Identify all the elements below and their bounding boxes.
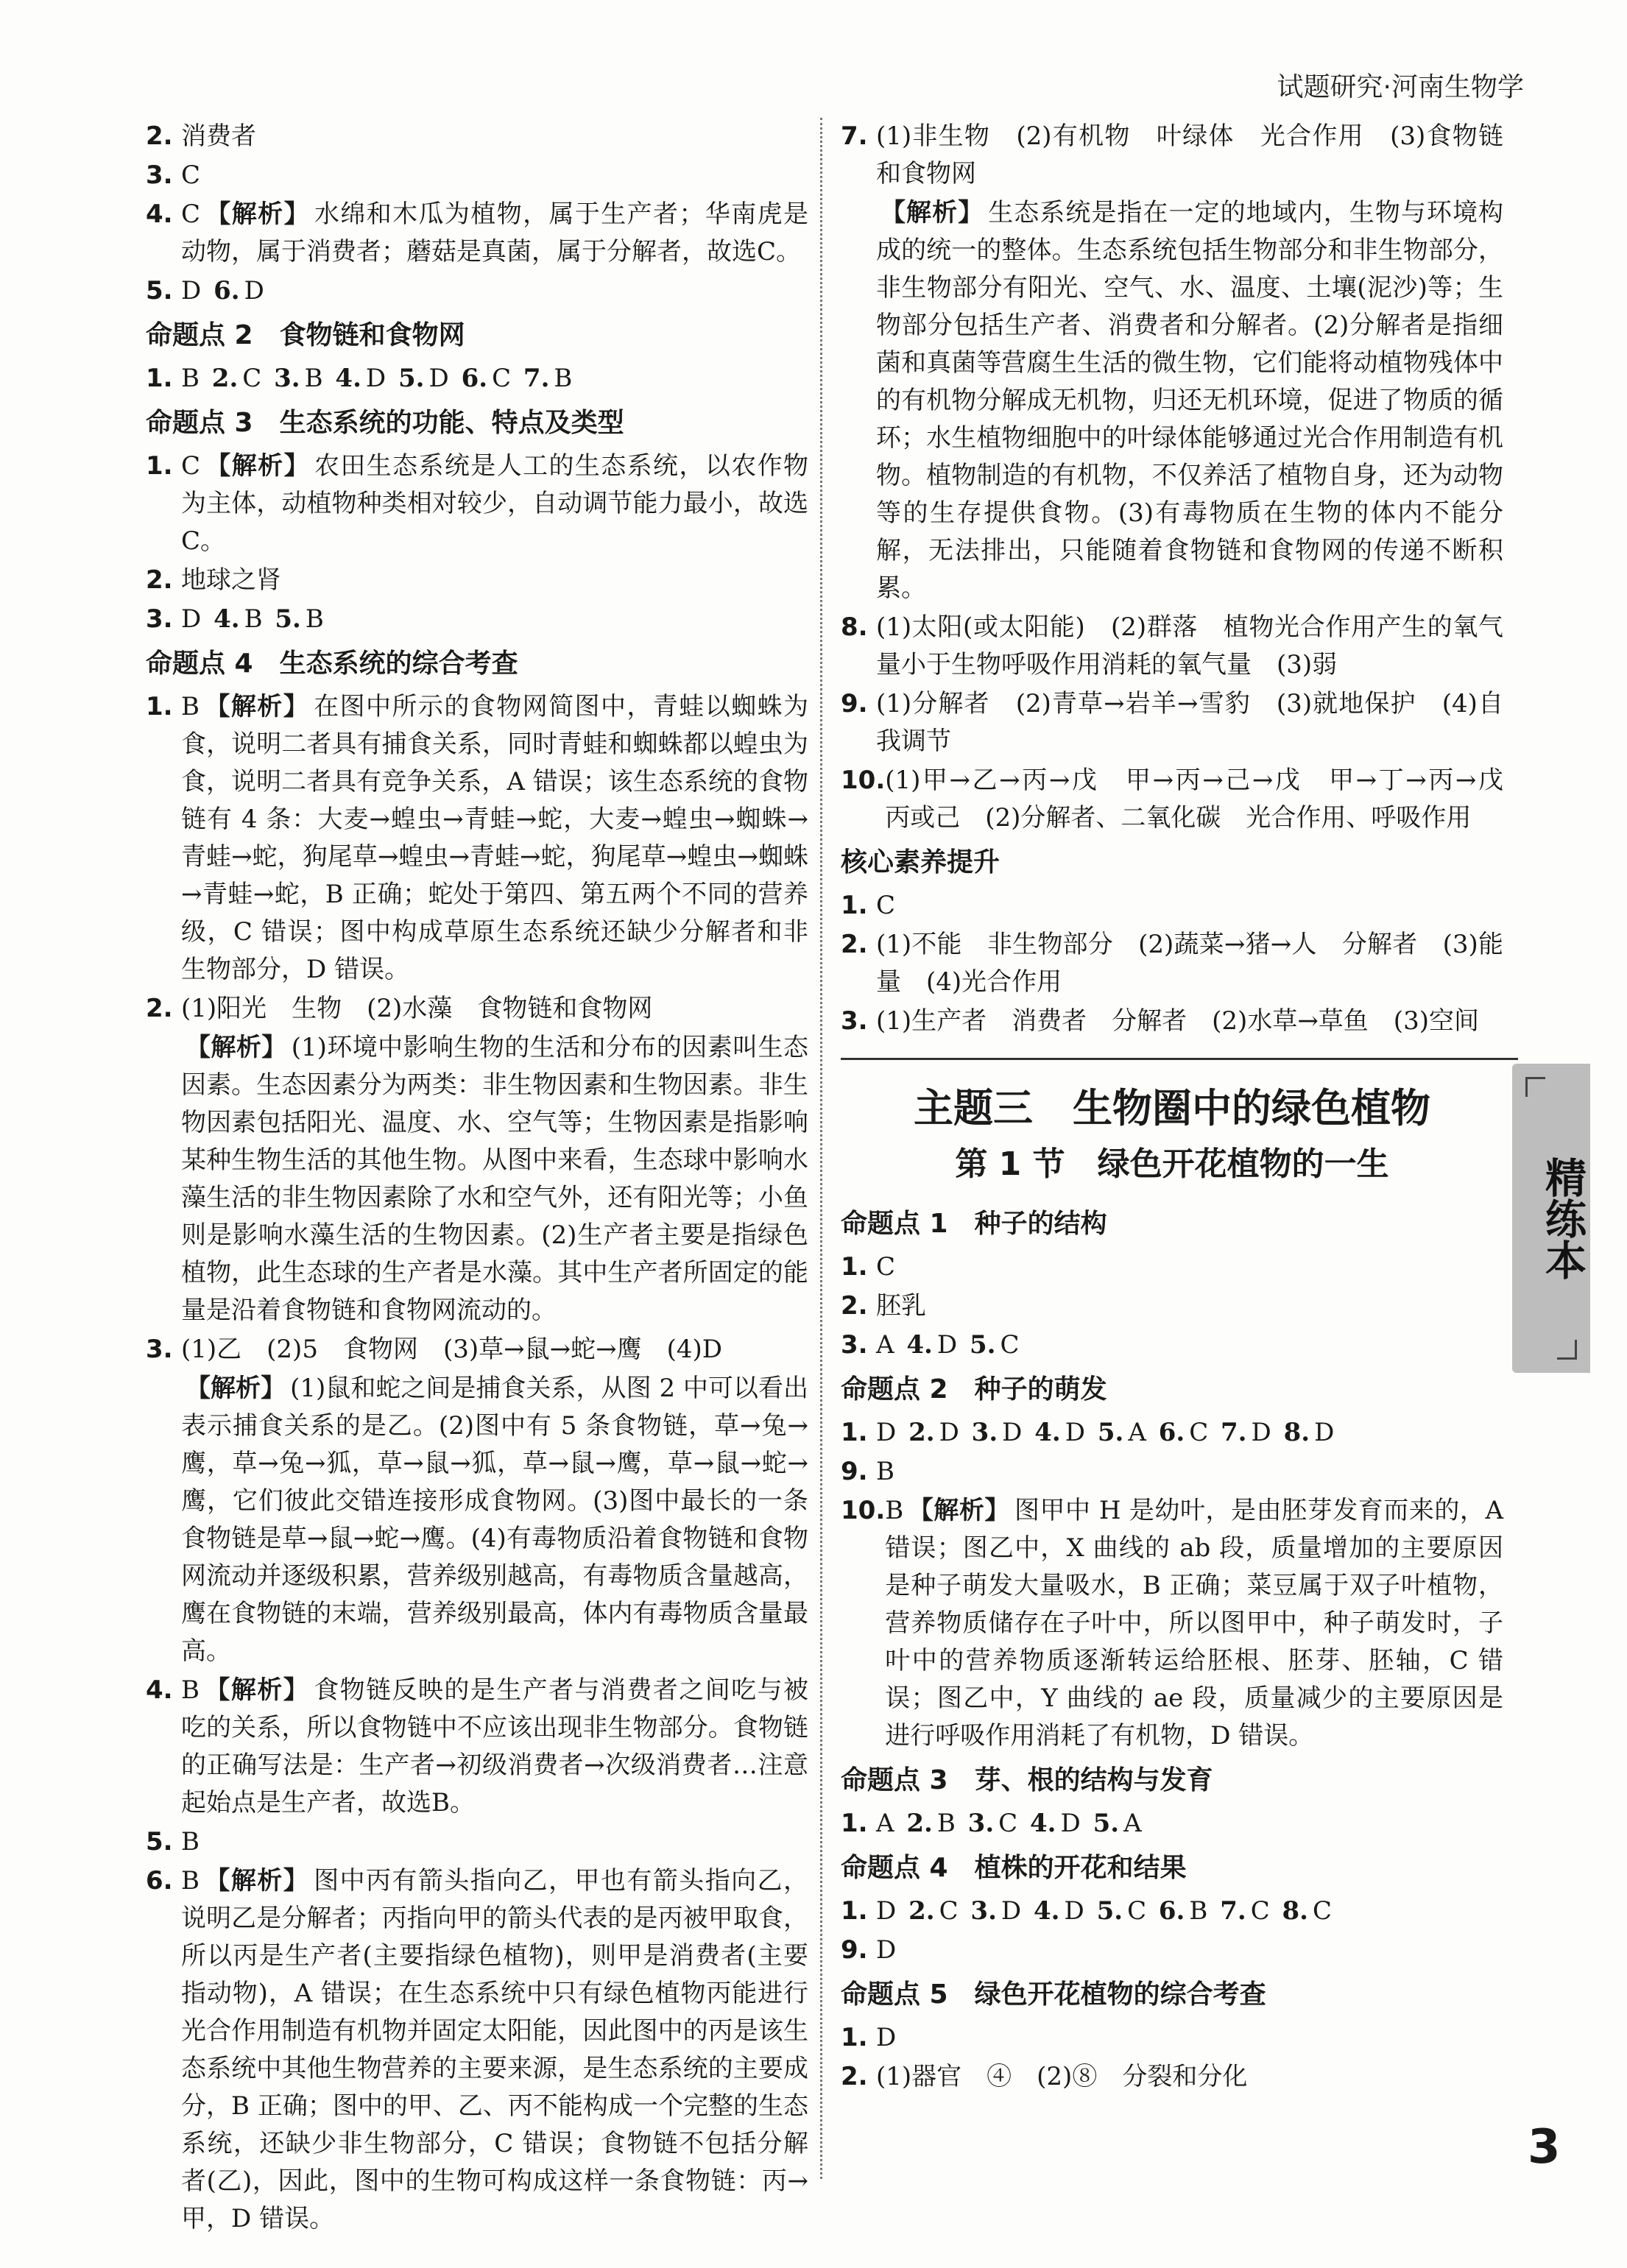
topic-title: 主题三 生物圈中的绿色植物	[914, 1085, 1430, 1131]
answer-number: 9.	[841, 1457, 868, 1486]
answer-fragment: 地球之肾	[181, 565, 281, 595]
answer-number: 10.	[841, 766, 886, 795]
answer-item	[146, 1331, 808, 1368]
answer-label: 【解析】	[205, 451, 310, 481]
answer-label: 【解析】	[204, 1866, 310, 1896]
answer-fragment: 图中丙有箭头指向乙，甲也有箭头指向乙，说明乙是分解者；丙指向甲的箭头代表的是丙被甲取食，所以丙是生产者(主要指绿色植物)，则甲是消费者(主要指动物)，A 错误；在生态系统中只有绿色植物丙能进行光合作用制造有机物并固定太阳能，因此图中的丙是该生态系统中其他生物营养的主要来源，是生态系统的主要成分，B 正确；图中的甲、乙、丙不能构成一个完整的生态系统，还缺少非生物部分，C 错误；食物链不包括分解者(乙)，因此，图中的生物可构成这样一条食物链：丙→甲，D 错误。	[181, 1866, 809, 2233]
left-column	[146, 118, 808, 2239]
answer-fragment: C	[181, 160, 201, 190]
answer-fragment: B	[305, 604, 324, 634]
answer-number: 8.	[841, 612, 868, 642]
answer-item	[146, 1029, 808, 1329]
answer-fragment: (1)乙 (2)5 食物网 (3)草→鼠→蛇→鹰 (4)D	[181, 1335, 723, 1364]
answer-label: 7.	[523, 364, 550, 393]
answer-item	[146, 1823, 808, 1861]
answer-number: 1.	[841, 1252, 868, 1282]
answer-fragment: (1)鼠和蛇之间是捕食关系，从图 2 中可以看出表示捕食关系的是乙。(2)图中有 5 条食物链，草→兔→鹰，草→兔→狐，草→鼠→狐，草→鼠→鹰，草→鼠→蛇→鹰，它们彼此交错连接形成食物网。(3)图中最长的一条食物链是草→鼠→蛇→鹰。(4)有毒物质沿着食物链和食物网流动并逐级积累，营养级别越高，有毒物质含量越高，鹰在食物链的末端，营养级别最高，体内有毒物质含量最高。	[181, 1374, 808, 1666]
answer-number	[146, 1370, 181, 1670]
answer-item	[146, 272, 808, 310]
topic-rule	[841, 1058, 1518, 1060]
answer-number: 1.	[841, 1418, 868, 1447]
column-divider	[820, 118, 822, 2179]
answer-fragment: B	[885, 1496, 904, 1525]
answer-fragment: C	[939, 1896, 967, 1926]
answer-item	[841, 1453, 1503, 1491]
answer-fragment: D	[1314, 1418, 1335, 1447]
answer-item	[146, 688, 808, 989]
answer-number: 3.	[841, 1330, 868, 1360]
answer-number: 1.	[841, 891, 868, 920]
answer-number: 5.	[146, 276, 173, 305]
answer-item	[146, 562, 808, 599]
answer-fragment: C	[1250, 1896, 1278, 1926]
answer-fragment: B	[181, 692, 200, 721]
answer-fragment: A	[876, 1330, 903, 1360]
answer-fragment: D	[181, 604, 210, 634]
answer-number: 2.	[841, 930, 868, 959]
answer-fragment: D	[876, 1896, 905, 1926]
answer-fragment: D	[1064, 1896, 1093, 1926]
answer-fragment: (1)环境中影响生物的生活和分布的因素叫生态因素。生态因素分为两类：非生物因素和生物因素。非生物因素包括阳光、温度、水、空气等；生物因素是指影响某种生物生活的其他生物。从图中来看，生态球中影响水藻生活的非生物因素除了水和空气外，还有阳光等；小鱼则是影响水藻生活的生物因素。(2)生产者主要是指绿色植物，此生态球的生产者是水藻。其中生产者所固定的能量是沿着食物链和食物网流动的。	[181, 1033, 808, 1325]
answer-fragment: B	[181, 364, 208, 393]
answer-text	[876, 1805, 1503, 1843]
answer-fragment: C	[242, 364, 270, 393]
answer-text	[181, 562, 808, 599]
answer-item	[841, 1003, 1503, 1040]
answer-text	[885, 762, 1528, 837]
answer-text	[181, 1823, 808, 1861]
answer-item	[146, 601, 808, 638]
answer-label: 4.	[1033, 1896, 1060, 1926]
answer-item	[841, 887, 1503, 925]
answer-label: 3.	[970, 1896, 997, 1926]
answer-number: 1.	[841, 1809, 868, 1838]
answer-text	[181, 1331, 808, 1368]
answer-text	[876, 2019, 1503, 2057]
answer-number: 6.	[146, 1866, 173, 1896]
answer-number: 5.	[146, 1827, 173, 1857]
answer-item	[146, 1862, 808, 2238]
answer-label: 5.	[969, 1330, 996, 1360]
answer-number: 1.	[146, 451, 173, 481]
answer-fragment: A	[1128, 1418, 1154, 1447]
right-column	[841, 118, 1528, 2097]
answer-fragment: D	[876, 1418, 905, 1447]
answer-item	[841, 685, 1503, 760]
section-heading: 核心素养提升	[841, 847, 1000, 877]
answer-label: 4.	[335, 364, 361, 393]
section-heading: 命题点 3 芽、根的结构与发育	[841, 1765, 1213, 1795]
answer-number: 4.	[146, 199, 173, 229]
answer-label: 【解析】	[186, 1033, 287, 1062]
answer-text	[876, 887, 1503, 925]
answer-number: 3.	[841, 1006, 868, 1036]
answer-fragment: 农田生态系统是人工的生态系统，以农作物为主体，动植物种类相对较少，自动调节能力最小，故选C。	[181, 451, 808, 556]
answer-fragment: B	[1189, 1896, 1216, 1926]
answer-fragment: D	[1251, 1418, 1280, 1447]
answer-fragment: B	[304, 364, 331, 393]
answer-item	[841, 194, 1503, 607]
answer-label: 2.	[908, 1896, 935, 1926]
answer-item	[841, 1492, 1503, 1755]
answer-number: 3.	[146, 160, 173, 190]
answer-item	[146, 1370, 808, 1670]
answer-label: 3.	[274, 364, 300, 393]
answer-fragment: (1)生产者 消费者 分解者 (2)水草→草鱼 (3)空间	[876, 1006, 1479, 1036]
answer-number: 1.	[841, 2023, 868, 2052]
answer-item	[841, 1414, 1503, 1452]
answer-text	[876, 926, 1503, 1001]
answer-item	[841, 2019, 1503, 2057]
answer-text	[181, 448, 808, 560]
answer-label: 2.	[211, 364, 239, 393]
bracket-bottom-icon	[1557, 1340, 1577, 1360]
answer-text	[181, 1370, 808, 1670]
answer-fragment: D	[244, 276, 264, 305]
answer-fragment: D	[428, 364, 457, 393]
answer-label: 【解析】	[205, 199, 310, 229]
answer-label: 6.	[213, 276, 240, 305]
answer-fragment: D	[1060, 1809, 1089, 1838]
answer-text	[181, 360, 808, 398]
section-heading: 命题点 2 种子的萌发	[841, 1374, 1107, 1405]
answer-label: 6.	[1158, 1896, 1185, 1926]
section-heading: 命题点 3 生态系统的功能、特点及类型	[146, 408, 624, 438]
answer-fragment: 在图中所示的食物网简图中，青蛙以蜘蛛为食，说明二者具有捕食关系，同时青蛙和蜘蛛都以蝗虫为食，说明二者具有竞争关系，A 错误；该生态系统的食物链有 4 条：大麦→蝗虫→青蛙→蛇，大麦→蝗虫→蜘蛛→青蛙→蛇，狗尾草→蝗虫→青蛙→蛇，狗尾草→蝗虫→蜘蛛→青蛙→蛇，B 正确；蛇处于第四、第五两个不同的营养级，C 错误；图中构成草原生态系统还缺少分解者和非生物部分，D 错误。	[181, 692, 809, 984]
answer-fragment: (1)分解者 (2)青草→岩羊→雪豹 (3)就地保护 (4)自我调节	[876, 689, 1503, 756]
answer-text	[876, 118, 1503, 193]
answer-item	[146, 157, 808, 194]
answer-fragment: C	[1313, 1896, 1333, 1926]
answer-item	[841, 1248, 1503, 1286]
answer-fragment: C	[492, 364, 519, 393]
answer-number: 2.	[146, 121, 173, 151]
answer-number: 9.	[841, 1935, 868, 1965]
answer-fragment: 图甲中 H 是幼叶，是由胚芽发育而来的，A 错误；图乙中，X 曲线的 ab 段，质量增加的主要原因是种子萌发大量吸水，B 正确；菜豆属于双子叶植物，营养物质储存在子叶中，所以图甲中，种子萌发时，子叶中的营养物质逐渐转运给胚根、胚芽、胚轴，C 错误；图乙中，Y 曲线的 ae 段，质量减少的主要原因是进行呼吸作用消耗了有机物，D 错误。	[885, 1496, 1503, 1751]
answer-number: 1.	[841, 1896, 868, 1926]
answer-fragment: B	[554, 364, 573, 393]
answer-fragment: D	[1000, 1896, 1029, 1926]
bracket-top-icon	[1525, 1077, 1545, 1097]
answer-item	[146, 118, 808, 155]
answer-label: 5.	[1093, 1809, 1120, 1838]
answer-fragment: D	[181, 276, 210, 305]
section-heading: 命题点 5 绿色开花植物的综合考查	[841, 1979, 1266, 2010]
section-heading: 命题点 1 种子的结构	[841, 1209, 1107, 1239]
section-heading: 命题点 2 食物链和食物网	[146, 320, 465, 350]
answer-text	[181, 196, 808, 271]
answer-label: 4.	[1030, 1809, 1056, 1838]
answer-label: 6.	[1158, 1418, 1185, 1447]
running-header: 试题研究·河南生物学	[1277, 72, 1524, 102]
answer-fragment: C	[1000, 1330, 1020, 1360]
answer-text	[876, 1932, 1503, 1969]
answer-number: 2.	[146, 994, 173, 1023]
answer-label: 5.	[1096, 1896, 1123, 1926]
section-heading: 命题点 4 植株的开花和结果	[841, 1853, 1187, 1883]
answer-fragment: B	[181, 1866, 200, 1896]
answer-text	[181, 990, 808, 1028]
answer-item	[841, 1287, 1503, 1325]
answer-fragment: D	[939, 1418, 967, 1447]
answer-fragment: D	[876, 1935, 897, 1965]
answer-text	[181, 157, 808, 194]
answer-fragment: C	[181, 451, 201, 481]
answer-item	[146, 1672, 808, 1822]
answer-number: 4.	[146, 1675, 173, 1705]
answer-label: 7.	[1220, 1896, 1246, 1926]
answer-fragment: (1)太阳(或太阳能) (2)群落 植物光合作用产生的氧气量小于生物呼吸作用消耗的氧气量 (3)弱	[876, 612, 1503, 679]
answer-label: 7.	[1221, 1418, 1247, 1447]
answer-fragment: 消费者	[181, 121, 256, 151]
answer-text	[876, 1248, 1503, 1286]
answer-fragment: A	[1123, 1809, 1142, 1838]
answer-item	[841, 762, 1528, 837]
answer-label: 【解析】	[204, 1675, 310, 1705]
answer-text	[876, 1287, 1503, 1325]
answer-number	[146, 1029, 181, 1329]
answer-fragment: (1)阳光 生物 (2)水藻 食物链和食物网	[181, 994, 653, 1023]
answer-item	[841, 609, 1503, 684]
answer-fragment: C	[1189, 1418, 1217, 1447]
answer-label: 4.	[213, 604, 240, 634]
answer-number: 3.	[146, 1335, 173, 1364]
answer-fragment: D	[365, 364, 394, 393]
answer-label: 8.	[1282, 1896, 1309, 1926]
answer-fragment: D	[876, 2023, 897, 2052]
answer-label: 【解析】	[204, 692, 310, 721]
answer-text	[876, 685, 1503, 760]
answer-text	[876, 1326, 1503, 1364]
answer-number: 2.	[146, 565, 173, 595]
answer-fragment: C	[1127, 1896, 1154, 1926]
right-column-answers	[841, 118, 1528, 1040]
answer-fragment: 水绵和木瓜为植物，属于生产者；华南虎是动物，属于消费者；蘑菇是真菌，属于分解者，故选C。	[181, 199, 808, 266]
answer-text	[181, 272, 808, 310]
answer-number: 3.	[146, 604, 173, 634]
answer-text	[181, 1862, 808, 2238]
answer-fragment: D	[1065, 1418, 1093, 1447]
answer-number: 2.	[841, 1291, 868, 1321]
answer-fragment: (1)甲→乙→丙→戊 甲→丙→己→戊 甲→丁→丙→戊 丙或己 (2)分解者、二氧化碳 光合作用、呼吸作用	[885, 766, 1528, 833]
answer-fragment: B	[181, 1827, 200, 1857]
answer-number: 2.	[841, 2062, 868, 2091]
answer-label: 8.	[1283, 1418, 1310, 1447]
answer-text	[876, 1003, 1503, 1040]
answer-label: 2.	[908, 1418, 935, 1447]
answer-fragment: D	[936, 1330, 965, 1360]
answer-fragment: 胚乳	[876, 1291, 926, 1321]
side-tab-label: 精练本	[1539, 1156, 1587, 1280]
answer-number: 1.	[146, 692, 173, 721]
answer-fragment: 生态系统是指在一定的地域内，生物与环境构成的统一的整体。生态系统包括生物部分和非生物部分，非生物部分有阳光、空气、水、温度、土壤(泥沙)等；生物部分包括生产者、消费者和分解者。(2)分解者是指细菌和真菌等营腐生生活的微生物，它们能将动植物残体中的有机物分解成无机物，归还无机环境，促进了物质的循环；水生植物细胞中的叶绿体能够通过光合作用制造有机物。植物制造的有机物，不仅养活了植物自身，还为动物等的生存提供食物。(3)有毒物质在生物的体内不能分解，无法排出，只能随着食物链和食物网的传递不断积累。	[876, 198, 1504, 603]
answer-fragment: 食物链反映的是生产者与消费者之间吃与被吃的关系，所以食物链中不应该出现非生物部分。食物链的正确写法是：生产者→初级消费者→次级消费者…注意起始点是生产者，故选B。	[181, 1675, 809, 1817]
answer-fragment: A	[876, 1809, 903, 1838]
side-tab	[1512, 1064, 1590, 1373]
answer-fragment: (1)器官 ④ (2)⑧ 分裂和分化	[876, 2062, 1248, 2091]
answer-item	[841, 2058, 1503, 2096]
answer-label: 5.	[398, 364, 425, 393]
answer-text	[876, 1893, 1503, 1930]
answer-fragment: C	[998, 1809, 1026, 1838]
section-heading: 命题点 4 生态系统的综合考查	[146, 649, 518, 679]
answer-label: 2.	[906, 1809, 933, 1838]
answer-fragment: B	[936, 1809, 964, 1838]
answer-label: 【解析】	[908, 1496, 1010, 1525]
answer-fragment: (1)不能 非生物部分 (2)蔬菜→猪→人 分解者 (3)能量 (4)光合作用	[876, 930, 1503, 997]
answer-label: 【解析】	[880, 198, 984, 227]
answer-label: 6.	[461, 364, 488, 393]
answer-label: 5.	[275, 604, 301, 634]
answer-item	[146, 990, 808, 1028]
page-number: 3	[1528, 2120, 1561, 2175]
answer-text	[885, 1492, 1503, 1755]
answer-fragment: C	[181, 199, 201, 229]
answer-number: 9.	[841, 689, 868, 718]
right-column-section-answers	[841, 1203, 1503, 2096]
answer-item	[841, 118, 1503, 193]
answer-text	[876, 1414, 1503, 1452]
section-title: 第 1 节 绿色开花植物的一生	[955, 1145, 1389, 1183]
answer-text	[181, 688, 808, 989]
answer-fragment: D	[1002, 1418, 1031, 1447]
answer-item	[146, 196, 808, 271]
answer-fragment: B	[244, 604, 271, 634]
answer-text	[876, 194, 1503, 607]
answer-fragment: B	[181, 1675, 200, 1705]
answer-text	[181, 118, 808, 155]
answer-label: 3.	[967, 1809, 995, 1838]
answer-label: 4.	[1034, 1418, 1061, 1447]
answer-text	[876, 2058, 1503, 2096]
answer-item	[841, 1805, 1503, 1843]
answer-item	[146, 448, 808, 560]
answer-item	[841, 926, 1503, 1001]
answer-number: 1.	[146, 364, 173, 393]
answer-number: 10.	[841, 1496, 886, 1525]
answer-number: 7.	[841, 121, 868, 151]
answer-label: 4.	[906, 1330, 933, 1360]
answer-text	[876, 609, 1503, 684]
answer-item	[841, 1932, 1503, 1969]
answer-item	[146, 360, 808, 398]
answer-fragment: (1)非生物 (2)有机物 叶绿体 光合作用 (3)食物链和食物网	[876, 121, 1503, 188]
answer-text	[181, 1672, 808, 1822]
answer-text	[181, 1029, 808, 1329]
answer-label: 【解析】	[186, 1374, 286, 1403]
answer-fragment: C	[876, 1252, 896, 1282]
answer-fragment: C	[876, 891, 896, 920]
answer-label: 3.	[971, 1418, 998, 1447]
answer-text	[181, 601, 808, 638]
answer-text	[876, 1453, 1503, 1491]
answer-item	[841, 1893, 1503, 1930]
answer-number	[841, 194, 876, 607]
answer-fragment: B	[876, 1457, 894, 1486]
answer-label: 5.	[1097, 1418, 1124, 1447]
answer-item	[841, 1326, 1503, 1364]
